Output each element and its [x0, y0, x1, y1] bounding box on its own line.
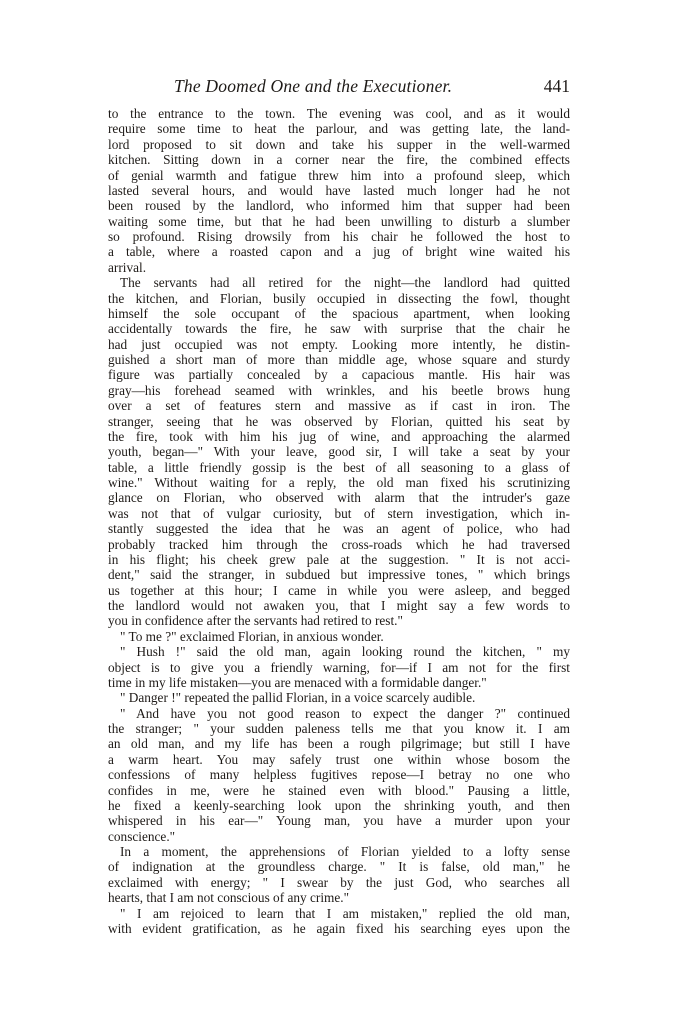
text-line: youth, began—" With your leave, good sir, I will take a seat by your	[108, 444, 570, 460]
text-line: require some time to heat the parlour, and was getting late, the land-	[108, 121, 570, 137]
text-line: The servants had all retired for the night—the landlord had quitted	[120, 275, 570, 291]
text-line: us together at this hour; I came in while you were asleep, and begged	[108, 582, 570, 598]
text-line: with evident gratification, as he again fixed his searching eyes upon the	[108, 920, 570, 936]
text-line: confides in me, were he stained even with blood." Pausing a little,	[108, 782, 570, 798]
text-line: of genial warmth and fatigue threw him into a profound sleep, which	[108, 167, 570, 183]
text-line: arrival.	[108, 259, 147, 275]
text-line: " I am rejoiced to learn that I am mistaken," replied the old man,	[120, 905, 570, 921]
text-line: waiting some time, but that he had been unwilling to disturb a slumber	[108, 213, 570, 229]
text-line: had just occupied was not empty. Looking more intently, he distin-	[108, 336, 570, 352]
text-line: hearts, that I am not conscious of any crime."	[108, 890, 350, 906]
text-line: lasted several hours, and would have lasted much longer had he not	[108, 182, 570, 198]
text-line: gray—his forehead seamed with wrinkles, and his beetle brows hung	[108, 382, 570, 398]
text-line: dent," said the stranger, in subdued but impressive tones, " which brings	[108, 567, 570, 583]
text-line: " Hush !" said the old man, again looking round the kitchen, " my	[120, 644, 570, 660]
text-line: guished a short man of more than middle age, whose square and sturdy	[108, 352, 570, 367]
body-text	[108, 106, 570, 936]
text-line: the kitchen, and Florian, busily occupied in dissecting the fowl, thought	[108, 290, 570, 306]
text-line: time in my life mistaken—you are menaced with a formidable danger."	[108, 674, 487, 690]
text-line: conscience."	[108, 828, 176, 844]
text-line: confessions of many helpless fugitives repose—I betray no one who	[108, 767, 570, 783]
text-line: " And have you not good reason to expect the danger ?" continued	[120, 705, 570, 721]
running-head	[108, 76, 570, 100]
text-line: " To me ?" exclaimed Florian, in anxious wonder.	[120, 628, 384, 644]
text-line: accidentally towards the fire, he saw with surprise that the chair he	[108, 321, 570, 337]
text-line: stantly suggested the idea that he was an agent of police, who had	[108, 521, 570, 537]
text-line: the landlord would not awaken you, that I might say a few words to	[108, 598, 570, 613]
text-line: in his flight; his cheek grew pale at the suggestion. " It is not acci-	[108, 551, 570, 567]
text-line: to the entrance to the town. The evening was cool, and as it would	[108, 106, 570, 121]
text-line: exclaimed with energy; " I swear by the just God, who searches all	[108, 874, 570, 890]
book-page	[108, 76, 570, 936]
running-title: The Doomed One and the Executioner.	[174, 76, 453, 96]
text-line: lord proposed to sit down and take his supper in the well-warmed	[108, 136, 570, 152]
text-line: " Danger !" repeated the pallid Florian, in a voice scarcely audible.	[120, 690, 476, 706]
text-line: In a moment, the apprehensions of Florian yielded to a lofty sense	[120, 844, 570, 859]
text-line: an old man, and my life has been a rough pilgrimage; but still I have	[108, 736, 570, 752]
text-line: wine." Without waiting for a reply, the old man fixed his scrutinizing	[108, 475, 570, 490]
text-line: over a set of features stern and massive as if cast in iron. The	[108, 398, 570, 414]
text-line: glance on Florian, who observed with alarm that the intruder's gaze	[108, 490, 570, 506]
text-line: whispered in his ear—" Young man, you have a murder upon your	[108, 813, 570, 829]
text-line: a table, where a roasted capon and a jug of bright wine waited his	[108, 244, 570, 260]
text-line: probably tracked him through the cross-roads which he had traversed	[108, 536, 570, 552]
page-number: 441	[543, 76, 570, 96]
text-line: the stranger; " your sudden paleness tells me that you know it. I am	[108, 721, 570, 736]
text-line: himself the sole occupant of the spacious apartment, when looking	[108, 305, 570, 321]
text-line: was not that of vulgar curiosity, but of stern investigation, which in-	[108, 505, 570, 521]
text-line: you in confidence after the servants had retired to rest."	[108, 613, 403, 629]
text-line: a warm heart. You may safely trust one within whose bosom the	[108, 751, 570, 767]
text-line: he fixed a keenly-searching look upon the shrinking youth, and then	[108, 797, 570, 813]
text-line: kitchen. Sitting down in a corner near the fire, the combined effects	[108, 152, 570, 168]
text-line: been roused by the landlord, who informed him that supper had been	[108, 198, 570, 214]
text-line: object is to give you a friendly warning, for—if I am not for the first	[108, 659, 570, 675]
text-line: stranger, seeing that he was observed by Florian, quitted his seat by	[108, 413, 570, 429]
text-line: the fire, took with him his jug of wine, and approaching the alarmed	[108, 428, 570, 444]
text-line: so profound. Rising drowsily from his chair he followed the host to	[108, 229, 570, 244]
text-line: figure was partially concealed by a capacious mantle. His hair was	[108, 367, 570, 383]
text-line: table, a little friendly gossip is the best of all seasoning to a glass of	[108, 459, 570, 475]
text-line: of indignation at the groundless charge. " It is false, old man," he	[108, 859, 570, 875]
